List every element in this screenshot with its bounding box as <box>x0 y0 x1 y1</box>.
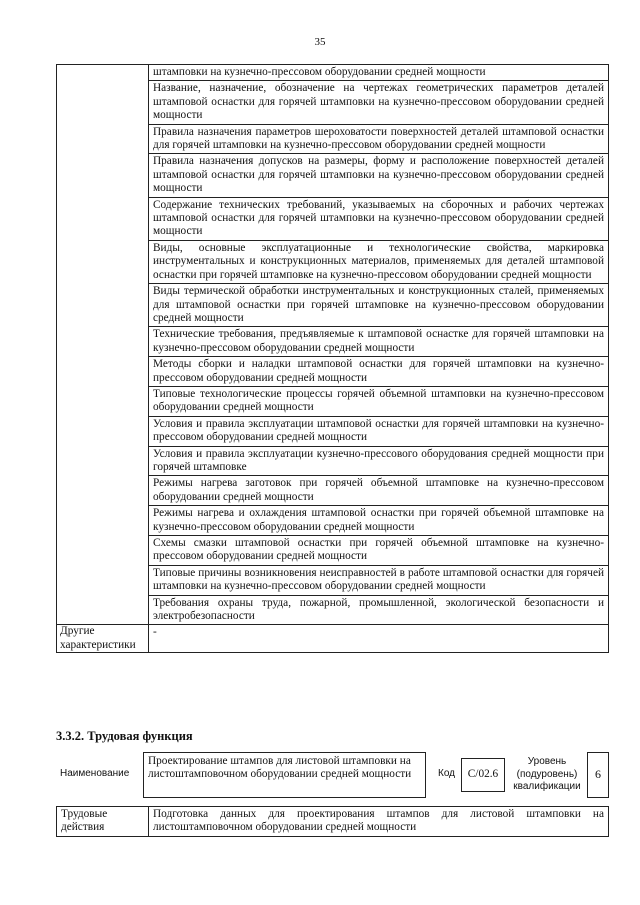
knowledge-item: Типовые причины возникновения неисправностей в работе штамповой оснастки для горячей штамповки на кузнечно-прессовом оборудовании средней мощности <box>149 565 609 595</box>
knowledge-item: Название, назначение, обозначение на чертежах геометрических параметров деталей штамповой оснастки для горячей штамповки на кузнечно-прессовом оборудовании средней мощности <box>149 81 609 124</box>
required-knowledge-table <box>56 64 609 653</box>
code-label: Код <box>438 768 456 779</box>
knowledge-item: Требования охраны труда, пожарной, промышленной, экологической безопасности и электробезопасности <box>149 595 609 625</box>
knowledge-item: Методы сборки и наладки штамповой оснастки для горячей штамповки на кузнечно-прессовом оборудовании средней мощности <box>149 357 609 387</box>
labor-actions-label: Трудовые действия <box>57 807 149 837</box>
knowledge-item: Правила назначения параметров шероховатости поверхностей деталей штамповой оснастки для горячей штамповки на кузнечно-прессовом оборудовании средней мощности <box>149 124 609 154</box>
knowledge-item: Режимы нагрева и охлаждения штамповой оснастки при горячей объемной штамповке на кузнечно-прессовом оборудовании средней мощности <box>149 506 609 536</box>
table-row <box>57 625 609 653</box>
name-label: Наименование <box>60 768 130 779</box>
knowledge-item: Режимы нагрева заготовок при горячей объемной штамповке на кузнечно-прессовом оборудовании средней мощности <box>149 476 609 506</box>
function-name: Проектирование штампов для листовой штамповки на листоштамповочном оборудовании средней мощности <box>143 752 426 798</box>
qualification-level-label: Уровень (подуровень) квалификации <box>513 756 581 792</box>
knowledge-item: Условия и правила эксплуатации кузнечно-прессового оборудования средней мощности при горячей штамповке <box>149 446 609 476</box>
knowledge-item: Правила назначения допусков на размеры, форму и расположение поверхностей деталей штамповой оснастки для горячей штамповки на кузнечно-прессовом оборудовании средней мощности <box>149 154 609 197</box>
page-number: 35 <box>314 36 326 48</box>
knowledge-item: штамповки на кузнечно-прессовом оборудовании средней мощности <box>149 65 609 81</box>
labor-function-header <box>56 752 609 802</box>
knowledge-item: Виды, основные эксплуатационные и технологические свойства, маркировка инструментальных и конструкционных материалов, применяемых для деталей штамповой оснастки при горячей штамповке на кузнечно-прессовом оборудовании средней мощности <box>149 240 609 283</box>
section-heading: 3.3.2. Трудовая функция <box>56 729 193 743</box>
qualification-level-value: 6 <box>587 752 609 798</box>
knowledge-item: Содержание технических требований, указываемых на сборочных и рабочих чертежах штамповой оснастки для горячей штамповки на кузнечно-прессовом оборудовании средней мощности <box>149 197 609 240</box>
knowledge-label-cell <box>57 65 149 625</box>
other-characteristics-label: Другие характеристики <box>57 625 149 653</box>
table-row <box>57 807 609 837</box>
labor-action-text: Подготовка данных для проектирования штампов для листовой штамповки на листоштамповочном оборудовании средней мощности <box>149 807 609 837</box>
knowledge-item: Схемы смазки штамповой оснастки при горячей объемной штамповке на кузнечно-прессовом оборудовании средней мощности <box>149 536 609 566</box>
table-row <box>57 65 609 81</box>
labor-actions-table <box>56 806 609 837</box>
other-characteristics-value: - <box>149 625 609 653</box>
knowledge-item: Типовые технологические процессы горячей объемной штамповки на кузнечно-прессовом оборудовании средней мощности <box>149 386 609 416</box>
knowledge-item: Условия и правила эксплуатации штамповой оснастки для горячей штамповки на кузнечно-прессовом оборудовании средней мощности <box>149 416 609 446</box>
knowledge-item: Технические требования, предъявляемые к штамповой оснастке для горячей штамповки на кузнечно-прессовом оборудовании средней мощности <box>149 327 609 357</box>
function-code: C/02.6 <box>461 758 505 792</box>
knowledge-item: Виды термической обработки инструментальных и конструкционных сталей, применяемых для штамповой оснастки при горячей штамповке на кузнечно-прессовом оборудовании средней мощности <box>149 284 609 327</box>
